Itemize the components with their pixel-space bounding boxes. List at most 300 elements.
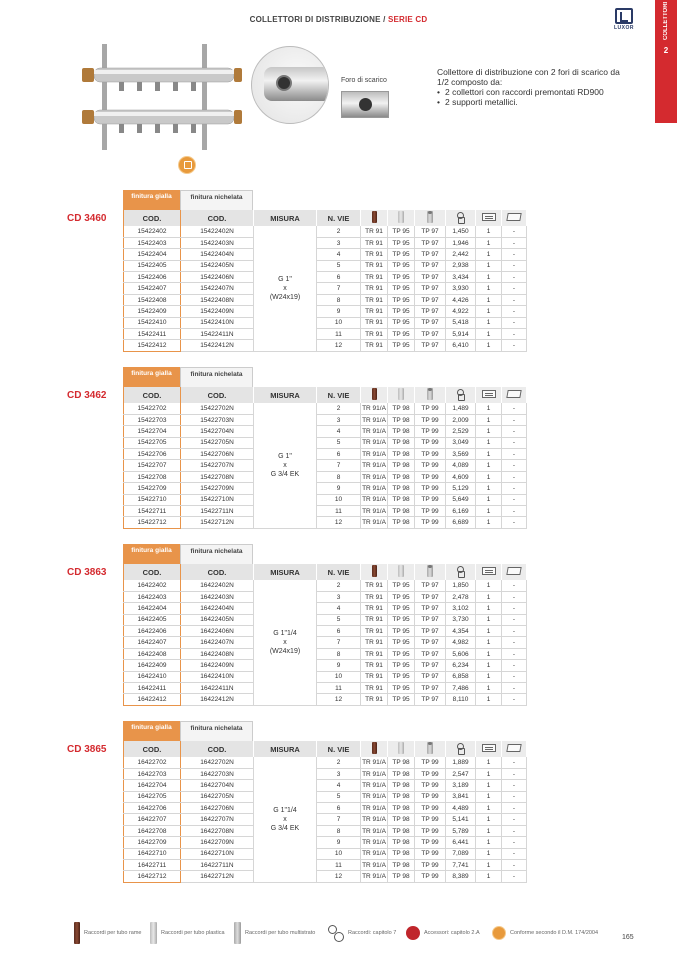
cod-yellow-cell: 16422703 <box>124 768 181 779</box>
cod-yellow-cell: 15422708 <box>124 471 181 482</box>
table-row <box>124 871 527 882</box>
col-cod-nickel: COD. <box>181 387 254 403</box>
cell: TP 95 <box>388 591 415 602</box>
weight-icon <box>456 388 465 400</box>
cell: 10 <box>317 848 361 859</box>
cell: TR 91 <box>361 603 388 614</box>
package-icon <box>482 390 496 398</box>
description-bullet: • 2 supporti metallici. <box>437 97 632 107</box>
table-row <box>124 226 527 237</box>
cell: TP 98 <box>388 460 415 471</box>
cod-yellow-cell: 16422702 <box>124 757 181 768</box>
cell: 1 <box>476 626 502 637</box>
col-rame <box>361 564 388 580</box>
cell: 6 <box>317 803 361 814</box>
chapter-side-tab <box>655 0 677 123</box>
finish-yellow-label: finitura gialla <box>123 190 180 210</box>
cod-nickel-cell: 16422706N <box>181 803 254 814</box>
misura-cell: G 1"1/4 x G 3/4 EK <box>254 757 317 882</box>
cell: - <box>502 260 527 271</box>
table-row <box>124 260 527 271</box>
col-cod-yellow: COD. <box>124 564 181 580</box>
table-header-row <box>124 210 527 226</box>
cell: TP 95 <box>388 272 415 283</box>
cell: - <box>502 825 527 836</box>
cell: - <box>502 648 527 659</box>
cell: - <box>502 871 527 882</box>
cell: 1 <box>476 614 502 625</box>
cod-yellow-cell: 15422707 <box>124 460 181 471</box>
cell: TP 95 <box>388 237 415 248</box>
misura-cell: G 1" x (W24x19) <box>254 226 317 351</box>
cell: TP 98 <box>388 426 415 437</box>
cell: TP 95 <box>388 694 415 705</box>
cell: 6,410 <box>446 340 476 351</box>
cell: 2 <box>317 580 361 591</box>
col-misura: MISURA <box>254 387 317 403</box>
cell: TP 97 <box>415 340 446 351</box>
drain-hole-image <box>341 91 389 118</box>
cell: - <box>502 683 527 694</box>
cell: 4,609 <box>446 471 476 482</box>
cod-nickel-cell: 16422707N <box>181 814 254 825</box>
cell: - <box>502 660 527 671</box>
cod-nickel-cell: 15422704N <box>181 426 254 437</box>
cod-yellow-cell: 16422709 <box>124 837 181 848</box>
cod-nickel-cell: 15422711N <box>181 506 254 517</box>
finish-nickel-label: finitura nichelata <box>180 367 253 387</box>
cod-yellow-cell: 16422403 <box>124 591 181 602</box>
cod-yellow-cell: 15422402 <box>124 226 181 237</box>
misura-cell: G 1"1/4 x (W24x19) <box>254 580 317 705</box>
box-icon <box>506 744 521 752</box>
description-bullet: • 2 collettori con raccordi premontati RD900 <box>437 87 632 97</box>
cell: TP 99 <box>415 814 446 825</box>
cell: 2,478 <box>446 591 476 602</box>
cod-nickel-cell: 16422710N <box>181 848 254 859</box>
cell: TR 91 <box>361 283 388 294</box>
cell: - <box>502 768 527 779</box>
cell: 9 <box>317 837 361 848</box>
col-nvie: N. VIE <box>317 741 361 757</box>
cell: 7,741 <box>446 860 476 871</box>
cell: 1 <box>476 449 502 460</box>
fittings-chapter-icon <box>328 925 344 941</box>
cell: 11 <box>317 329 361 340</box>
cell: 6,858 <box>446 671 476 682</box>
cell: 7 <box>317 637 361 648</box>
cell: 4,922 <box>446 306 476 317</box>
dm-compliance-icon <box>492 926 506 940</box>
cell: TP 99 <box>415 871 446 882</box>
cell: 6 <box>317 626 361 637</box>
cod-nickel-cell: 16422410N <box>181 671 254 682</box>
cod-nickel-cell: 16422403N <box>181 591 254 602</box>
table-row <box>124 757 527 768</box>
cell: 11 <box>317 506 361 517</box>
cell: 1 <box>476 757 502 768</box>
cell: - <box>502 694 527 705</box>
cell: TP 97 <box>415 317 446 328</box>
cell: TR 91 <box>361 226 388 237</box>
table-row <box>124 848 527 859</box>
weight-icon <box>456 565 465 577</box>
cell: - <box>502 449 527 460</box>
plastic-fitting-icon <box>398 565 404 577</box>
cod-yellow-cell: 15422710 <box>124 494 181 505</box>
multilayer-fitting-icon <box>427 565 433 577</box>
cell: TP 95 <box>388 614 415 625</box>
cell: 9 <box>317 483 361 494</box>
cell: 1 <box>476 580 502 591</box>
cell: TR 91/A <box>361 403 388 414</box>
col-cod-yellow: COD. <box>124 210 181 226</box>
cell: 4 <box>317 426 361 437</box>
legend-multistrato: Raccordi per tubo multistrato <box>234 921 315 945</box>
col-weight <box>446 564 476 580</box>
cell: TR 91/A <box>361 825 388 836</box>
copper-fitting-icon <box>372 388 377 400</box>
product-table <box>123 210 527 352</box>
cell: 1,889 <box>446 757 476 768</box>
cell: - <box>502 340 527 351</box>
accessories-chapter-icon <box>406 926 420 940</box>
table-row <box>124 272 527 283</box>
cell: TP 98 <box>388 848 415 859</box>
cell: 6 <box>317 449 361 460</box>
cell: TR 91 <box>361 591 388 602</box>
cell: 3 <box>317 414 361 425</box>
cell: - <box>502 237 527 248</box>
cell: - <box>502 591 527 602</box>
cell: - <box>502 791 527 802</box>
copper-fitting-icon <box>372 211 377 223</box>
cell: TP 98 <box>388 414 415 425</box>
cod-nickel-cell: 15422410N <box>181 317 254 328</box>
cell: TP 95 <box>388 603 415 614</box>
cell: 7,089 <box>446 848 476 859</box>
cell: TR 91/A <box>361 814 388 825</box>
col-misura: MISURA <box>254 564 317 580</box>
cell: 7,486 <box>446 683 476 694</box>
cell: TP 99 <box>415 860 446 871</box>
cell: TP 97 <box>415 591 446 602</box>
weight-icon <box>456 211 465 223</box>
cod-yellow-cell: 16422710 <box>124 848 181 859</box>
cell: TR 91/A <box>361 426 388 437</box>
cod-nickel-cell: 16422709N <box>181 837 254 848</box>
cod-nickel-cell: 15422412N <box>181 340 254 351</box>
cell: 3,434 <box>446 272 476 283</box>
cell: TP 98 <box>388 791 415 802</box>
product-table <box>123 741 527 883</box>
cell: TP 95 <box>388 637 415 648</box>
cell: TP 99 <box>415 825 446 836</box>
cell: 3,102 <box>446 603 476 614</box>
cell: TP 95 <box>388 249 415 260</box>
cell: 4 <box>317 249 361 260</box>
cell: - <box>502 671 527 682</box>
table-row <box>124 626 527 637</box>
cell: - <box>502 603 527 614</box>
cell: TR 91 <box>361 648 388 659</box>
cell: 5 <box>317 437 361 448</box>
table-row <box>124 237 527 248</box>
cell: 1 <box>476 414 502 425</box>
cell: 6,234 <box>446 660 476 671</box>
cell: TR 91 <box>361 660 388 671</box>
series-label: SERIE CD <box>387 15 428 24</box>
cell: TP 95 <box>388 306 415 317</box>
cell: TP 99 <box>415 517 446 528</box>
section-title: CD 3865 <box>67 744 107 755</box>
cell: TR 91/A <box>361 414 388 425</box>
cell: 1 <box>476 780 502 791</box>
cell: 1 <box>476 340 502 351</box>
cell: TP 98 <box>388 780 415 791</box>
finish-yellow-label: finitura gialla <box>123 721 180 741</box>
col-box <box>502 210 527 226</box>
cell: TR 91/A <box>361 757 388 768</box>
cod-nickel-cell: 15422406N <box>181 272 254 283</box>
table-row <box>124 671 527 682</box>
table-row <box>124 694 527 705</box>
cell: TP 99 <box>415 837 446 848</box>
cell: TP 95 <box>388 329 415 340</box>
cell: TR 91 <box>361 249 388 260</box>
cell: TR 91/A <box>361 803 388 814</box>
col-pack <box>476 387 502 403</box>
cell: TP 98 <box>388 506 415 517</box>
cod-nickel-cell: 16422404N <box>181 603 254 614</box>
cell: TR 91/A <box>361 494 388 505</box>
cell: 6,169 <box>446 506 476 517</box>
table-row <box>124 517 527 528</box>
cell: 1 <box>476 283 502 294</box>
cell: TP 98 <box>388 871 415 882</box>
cell: 2,547 <box>446 768 476 779</box>
cell: - <box>502 226 527 237</box>
cell: - <box>502 860 527 871</box>
cell: TR 91/A <box>361 768 388 779</box>
cod-nickel-cell: 16422412N <box>181 694 254 705</box>
cell: 1 <box>476 825 502 836</box>
cell: TR 91 <box>361 637 388 648</box>
drain-hole-zoom <box>251 46 329 124</box>
product-table <box>123 564 527 706</box>
cod-nickel-cell: 15422705N <box>181 437 254 448</box>
cell: - <box>502 272 527 283</box>
table-row <box>124 471 527 482</box>
table-row <box>124 403 527 414</box>
cell: 12 <box>317 871 361 882</box>
table-row <box>124 449 527 460</box>
finish-nickel-label: finitura nichelata <box>180 544 253 564</box>
cell: TP 99 <box>415 803 446 814</box>
section-title: CD 3462 <box>67 390 107 401</box>
cell: TR 91/A <box>361 791 388 802</box>
cell: TP 99 <box>415 768 446 779</box>
cell: - <box>502 471 527 482</box>
cod-nickel-cell: 15422403N <box>181 237 254 248</box>
section-title: CD 3863 <box>67 567 107 578</box>
cell: - <box>502 517 527 528</box>
cell: 3 <box>317 768 361 779</box>
cell: 1 <box>476 791 502 802</box>
plastic-fitting-icon <box>150 922 157 944</box>
cell: TP 97 <box>415 648 446 659</box>
cod-nickel-cell: 16422703N <box>181 768 254 779</box>
cell: 4,982 <box>446 637 476 648</box>
cod-nickel-cell: 15422408N <box>181 294 254 305</box>
cod-nickel-cell: 15422407N <box>181 283 254 294</box>
table-row <box>124 637 527 648</box>
cell: 8 <box>317 825 361 836</box>
cell: TP 98 <box>388 483 415 494</box>
table-row <box>124 306 527 317</box>
col-box <box>502 741 527 757</box>
cell: 8,389 <box>446 871 476 882</box>
cell: TR 91 <box>361 671 388 682</box>
cell: 5,141 <box>446 814 476 825</box>
cell: 2 <box>317 226 361 237</box>
cell: 4 <box>317 780 361 791</box>
cell: 11 <box>317 683 361 694</box>
cell: - <box>502 306 527 317</box>
cell: 2,529 <box>446 426 476 437</box>
col-nvie: N. VIE <box>317 564 361 580</box>
cell: TP 97 <box>415 260 446 271</box>
cell: TP 99 <box>415 471 446 482</box>
cod-nickel-cell: 16422708N <box>181 825 254 836</box>
cell: 3 <box>317 237 361 248</box>
cell: TR 91/A <box>361 437 388 448</box>
cod-nickel-cell: 15422709N <box>181 483 254 494</box>
cell: TR 91 <box>361 237 388 248</box>
finish-yellow-label: finitura gialla <box>123 367 180 387</box>
col-plastica <box>388 387 415 403</box>
cell: 1 <box>476 249 502 260</box>
cod-yellow-cell: 15422709 <box>124 483 181 494</box>
product-description: Collettore di distribuzione con 2 fori di scarico da 1/2 composto da: • 2 collettori con raccordi premontati RD900 • 2 supporti metallici. <box>437 67 632 107</box>
cod-nickel-cell: 16422411N <box>181 683 254 694</box>
cell: TP 98 <box>388 494 415 505</box>
cod-nickel-cell: 16422704N <box>181 780 254 791</box>
cell: - <box>502 283 527 294</box>
cell: TP 98 <box>388 757 415 768</box>
cell: TP 98 <box>388 437 415 448</box>
cell: 2 <box>317 403 361 414</box>
page-number: 165 <box>622 934 634 941</box>
cod-nickel-cell: 15422707N <box>181 460 254 471</box>
table-row <box>124 614 527 625</box>
cell: 1,850 <box>446 580 476 591</box>
cell: TP 99 <box>415 414 446 425</box>
cell: 1 <box>476 814 502 825</box>
dm-certification-badge-icon <box>178 156 196 174</box>
cell: TP 95 <box>388 580 415 591</box>
cod-yellow-cell: 16422407 <box>124 637 181 648</box>
cell: TR 91 <box>361 294 388 305</box>
cod-nickel-cell: 16422408N <box>181 648 254 659</box>
cell: 1 <box>476 329 502 340</box>
cell: - <box>502 780 527 791</box>
cod-yellow-cell: 16422404 <box>124 603 181 614</box>
cell: TP 99 <box>415 449 446 460</box>
cell: 3 <box>317 591 361 602</box>
cell: 1 <box>476 660 502 671</box>
cod-yellow-cell: 16422406 <box>124 626 181 637</box>
cell: TR 91 <box>361 317 388 328</box>
table-row <box>124 814 527 825</box>
plastic-fitting-icon <box>398 211 404 223</box>
table-row <box>124 591 527 602</box>
table-row <box>124 660 527 671</box>
multilayer-fitting-icon <box>234 922 241 944</box>
cell: TP 95 <box>388 317 415 328</box>
table-row <box>124 249 527 260</box>
cell: 1 <box>476 426 502 437</box>
col-multistrato <box>415 387 446 403</box>
cell: TP 99 <box>415 780 446 791</box>
cod-yellow-cell: 15422712 <box>124 517 181 528</box>
col-rame <box>361 741 388 757</box>
cod-yellow-cell: 16422707 <box>124 814 181 825</box>
weight-icon <box>456 742 465 754</box>
copper-fitting-icon <box>372 742 377 754</box>
col-rame <box>361 210 388 226</box>
cod-yellow-cell: 16422412 <box>124 694 181 705</box>
cell: TP 97 <box>415 626 446 637</box>
cell: 3,569 <box>446 449 476 460</box>
cell: 2,442 <box>446 249 476 260</box>
cell: TP 99 <box>415 494 446 505</box>
table-row <box>124 791 527 802</box>
cod-nickel-cell: 16422405N <box>181 614 254 625</box>
cell: TP 97 <box>415 329 446 340</box>
cod-yellow-cell: 16422708 <box>124 825 181 836</box>
legend-accessori: Accessori: capitolo 2.A <box>406 921 480 945</box>
cod-nickel-cell: 15422706N <box>181 449 254 460</box>
cell: - <box>502 494 527 505</box>
legend-raccordi: Raccordi: capitolo 7 <box>328 921 396 945</box>
cell: TR 91 <box>361 340 388 351</box>
table-row <box>124 317 527 328</box>
cod-yellow-cell: 16422408 <box>124 648 181 659</box>
cod-yellow-cell: 15422404 <box>124 249 181 260</box>
cell: TP 99 <box>415 426 446 437</box>
cell: 1 <box>476 637 502 648</box>
cell: 5 <box>317 791 361 802</box>
cell: - <box>502 614 527 625</box>
cell: 1 <box>476 803 502 814</box>
multilayer-fitting-icon <box>427 388 433 400</box>
cell: 5,418 <box>446 317 476 328</box>
cell: TP 99 <box>415 483 446 494</box>
cell: 1 <box>476 317 502 328</box>
cell: - <box>502 414 527 425</box>
cell: TR 91/A <box>361 506 388 517</box>
cod-yellow-cell: 15422411 <box>124 329 181 340</box>
package-icon <box>482 744 496 752</box>
misura-cell: G 1" x G 3/4 EK <box>254 403 317 528</box>
cod-yellow-cell: 15422705 <box>124 437 181 448</box>
cell: 6,689 <box>446 517 476 528</box>
cell: - <box>502 757 527 768</box>
table-row <box>124 837 527 848</box>
cod-nickel-cell: 15422402N <box>181 226 254 237</box>
cod-nickel-cell: 15422708N <box>181 471 254 482</box>
